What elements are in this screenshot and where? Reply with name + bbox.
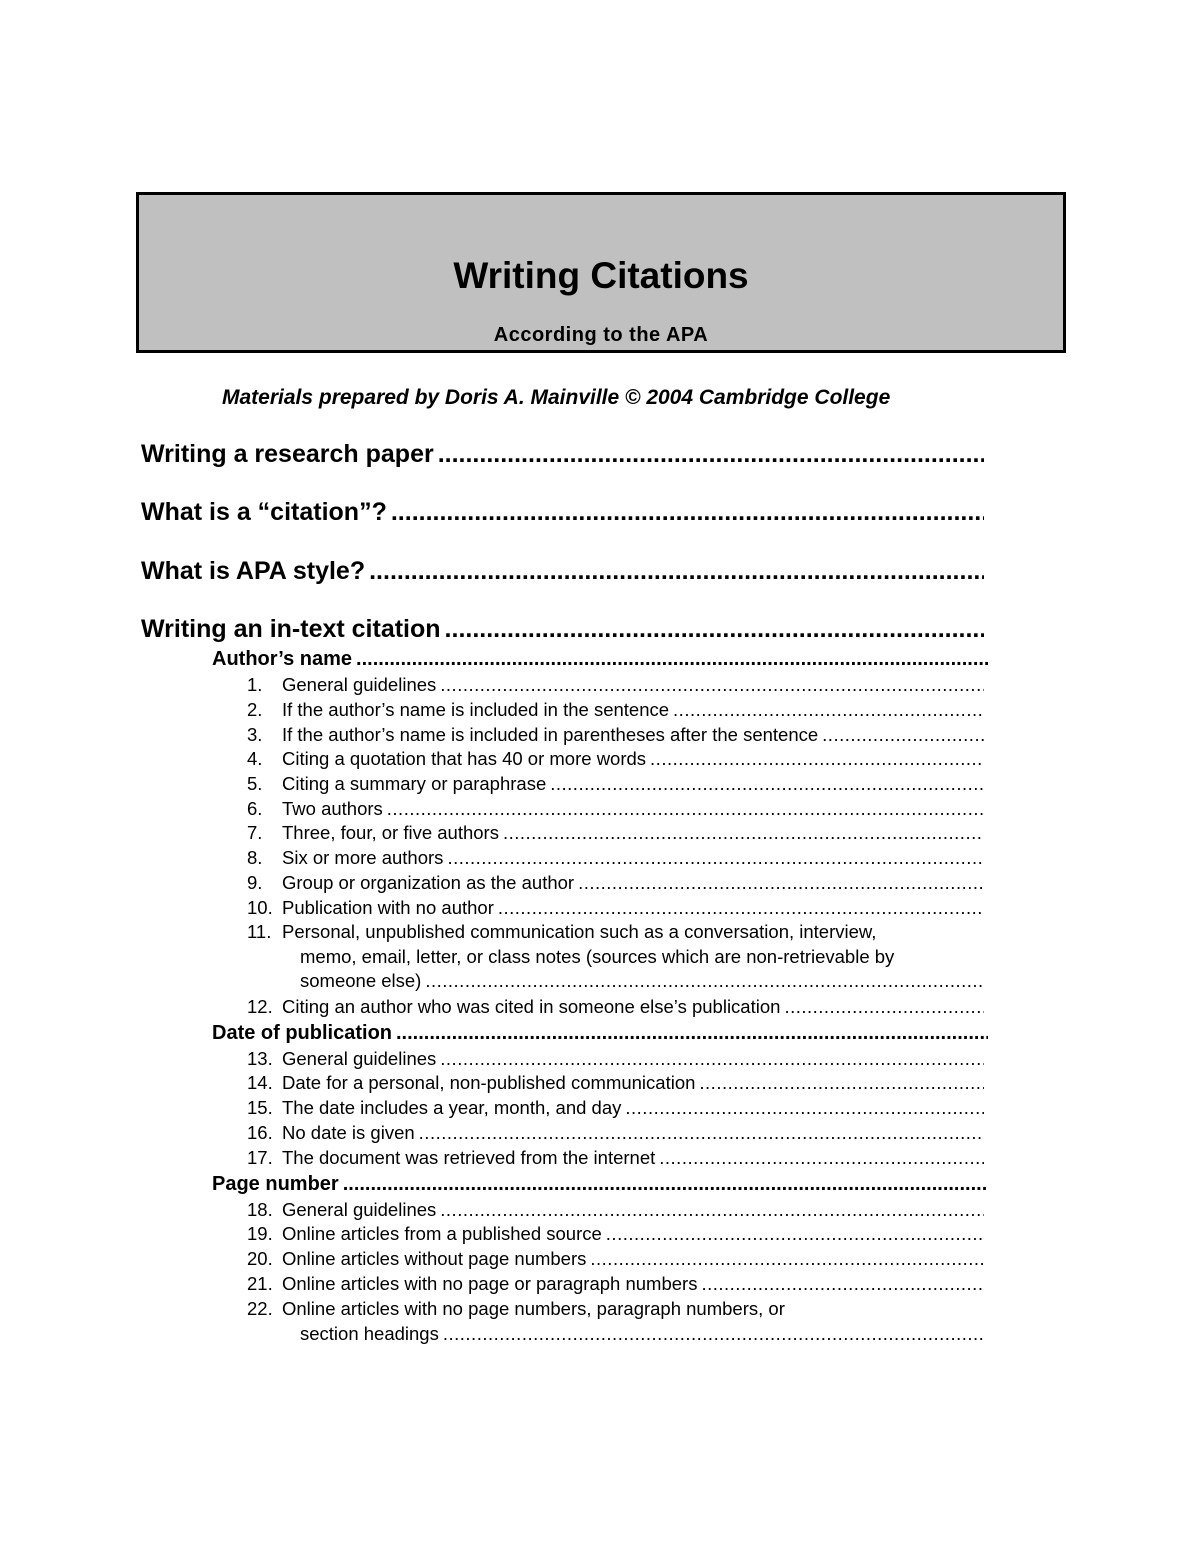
item-label: Citing a summary or paraphrase <box>282 773 547 794</box>
item-label: Two authors <box>282 798 383 819</box>
toc-item-19[interactable] <box>247 1223 984 1245</box>
dot-leader <box>699 1072 984 1094</box>
toc-item-9[interactable] <box>247 872 984 894</box>
item-number: 12. <box>247 996 273 1017</box>
item-number: 14. <box>247 1072 273 1093</box>
toc-entry-in-text-citation[interactable] <box>141 615 984 644</box>
dot-leader <box>590 1248 984 1270</box>
item-label-continued: section headings <box>300 1323 439 1344</box>
toc-section-label: Page number <box>212 1173 339 1195</box>
item-label: The date includes a year, month, and day <box>282 1097 622 1118</box>
item-number: 5. <box>247 773 263 794</box>
dot-leader <box>443 1323 984 1345</box>
dot-leader <box>784 996 984 1018</box>
toc-item-22-line-2[interactable] <box>300 1323 984 1345</box>
toc-item-18[interactable] <box>247 1199 984 1221</box>
item-number: 13. <box>247 1048 273 1069</box>
toc-entry-label: Writing a research paper <box>141 440 434 468</box>
toc-item-12[interactable] <box>247 996 984 1018</box>
item-number: 22. <box>247 1298 273 1319</box>
dot-leader <box>550 773 984 795</box>
toc-item-16[interactable] <box>247 1122 984 1144</box>
toc-item-5[interactable] <box>247 773 984 795</box>
dot-leader <box>578 872 984 894</box>
item-label: No date is given <box>282 1122 415 1143</box>
item-number: 21. <box>247 1273 273 1294</box>
item-label-continued: memo, email, letter, or class notes (sources which are non-retrievable by <box>300 946 895 967</box>
dot-leader <box>447 847 984 869</box>
item-number: 4. <box>247 748 263 769</box>
toc-section-label: Author’s name <box>212 648 353 670</box>
item-label: Date for a personal, non-published communication <box>282 1072 696 1093</box>
toc-item-10[interactable] <box>247 897 984 919</box>
item-number: 10. <box>247 897 273 918</box>
item-label: Publication with no author <box>282 897 494 918</box>
toc-section-date-of-publication[interactable] <box>212 1022 988 1045</box>
item-number: 16. <box>247 1122 273 1143</box>
toc-section-page-number[interactable] <box>212 1173 988 1196</box>
toc-entry-what-is-apa[interactable] <box>141 557 984 586</box>
toc-item-6[interactable] <box>247 798 984 820</box>
toc-item-14[interactable] <box>247 1072 984 1094</box>
item-number: 15. <box>247 1097 273 1118</box>
dot-leader <box>425 970 984 992</box>
item-label: Online articles from a published source <box>282 1223 602 1244</box>
toc-item-17[interactable] <box>247 1147 984 1169</box>
dot-leader <box>343 1173 988 1196</box>
dot-leader <box>498 897 984 919</box>
dot-leader <box>440 1048 984 1070</box>
item-label: Personal, unpublished communication such as a conversation, interview, <box>282 921 877 942</box>
toc-item-8[interactable] <box>247 847 984 869</box>
toc-item-21[interactable] <box>247 1273 984 1295</box>
toc-item-7[interactable] <box>247 822 984 844</box>
dot-leader <box>650 748 984 770</box>
dot-leader <box>396 1022 988 1045</box>
toc-entry-what-is-citation[interactable] <box>141 498 984 527</box>
toc-item-2[interactable] <box>247 699 984 721</box>
item-label: Online articles without page numbers <box>282 1248 587 1269</box>
toc-section-label: Date of publication <box>212 1022 392 1044</box>
dot-leader <box>419 1122 984 1144</box>
item-number: 9. <box>247 872 263 893</box>
toc-item-11-line-2 <box>300 946 894 968</box>
dot-leader <box>369 557 984 586</box>
item-number: 19. <box>247 1223 273 1244</box>
dot-leader <box>701 1273 984 1295</box>
toc-item-15[interactable] <box>247 1097 984 1119</box>
dot-leader <box>440 674 984 696</box>
item-label: General guidelines <box>282 674 437 695</box>
item-label: Three, four, or five authors <box>282 822 499 843</box>
item-number: 17. <box>247 1147 273 1168</box>
item-label: Six or more authors <box>282 847 444 868</box>
item-number: 11. <box>247 921 272 942</box>
dot-leader <box>822 724 984 746</box>
item-label: Online articles with no page or paragraph numbers <box>282 1273 698 1294</box>
item-number: 6. <box>247 798 263 819</box>
toc-item-20[interactable] <box>247 1248 984 1270</box>
toc-section-authors-name[interactable] <box>212 648 988 671</box>
byline: Materials prepared by Doris A. Mainville © 2004 Cambridge College <box>222 386 891 409</box>
dot-leader <box>391 498 984 527</box>
page-subtitle: According to the APA <box>493 324 709 346</box>
item-number: 3. <box>247 724 263 745</box>
item-label: Group or organization as the author <box>282 872 575 893</box>
toc-item-4[interactable] <box>247 748 984 770</box>
item-number: 20. <box>247 1248 273 1269</box>
toc-item-3[interactable] <box>247 724 984 746</box>
toc-item-13[interactable] <box>247 1048 984 1070</box>
item-number: 7. <box>247 822 263 843</box>
item-number: 2. <box>247 699 263 720</box>
item-label: General guidelines <box>282 1199 437 1220</box>
item-label: The document was retrieved from the internet <box>282 1147 656 1168</box>
item-label: If the author’s name is included in the sentence <box>282 699 670 720</box>
page-title: Writing Citations <box>453 255 749 296</box>
item-number: 1. <box>247 674 263 695</box>
dot-leader <box>673 699 984 721</box>
toc-item-22-line-1[interactable] <box>247 1298 785 1320</box>
toc-entry-label: What is APA style? <box>141 557 366 585</box>
toc-item-11-line-3[interactable] <box>300 970 984 992</box>
toc-item-11-line-1[interactable] <box>247 921 876 943</box>
dot-leader <box>356 648 988 671</box>
toc-entry-writing-research-paper[interactable] <box>141 440 984 469</box>
dot-leader <box>659 1147 984 1169</box>
dot-leader <box>625 1097 984 1119</box>
item-label: Online articles with no page numbers, paragraph numbers, or <box>282 1298 785 1319</box>
dot-leader <box>387 798 984 820</box>
item-label-continued: someone else) <box>300 970 422 991</box>
item-label: General guidelines <box>282 1048 437 1069</box>
item-number: 8. <box>247 847 263 868</box>
toc-entry-label: What is a “citation”? <box>141 498 387 526</box>
item-label: Citing an author who was cited in someone else’s publication <box>282 996 781 1017</box>
dot-leader <box>606 1223 984 1245</box>
item-number: 18. <box>247 1199 273 1220</box>
dot-leader <box>440 1199 984 1221</box>
toc-entry-label: Writing an in-text citation <box>141 615 441 643</box>
dot-leader <box>445 615 984 644</box>
item-label: If the author’s name is included in parentheses after the sentence <box>282 724 819 745</box>
toc-item-1[interactable] <box>247 674 984 696</box>
item-label: Citing a quotation that has 40 or more words <box>282 748 647 769</box>
dot-leader <box>503 822 984 844</box>
dot-leader <box>438 440 984 469</box>
